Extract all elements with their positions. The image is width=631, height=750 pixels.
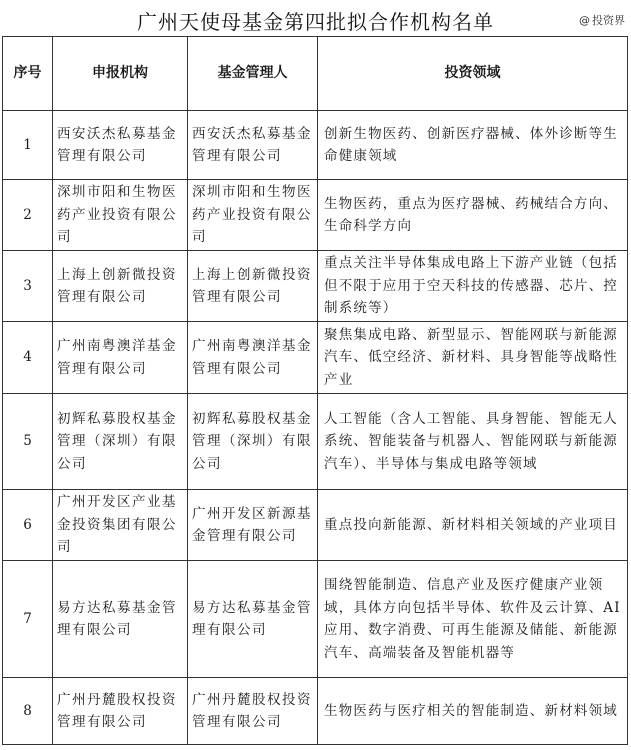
- row-applicant: 广州南粤澳洋基金管理有限公司: [53, 322, 188, 394]
- table-row: [3, 111, 628, 180]
- row-manager: 广州丹麓股权投资管理有限公司: [188, 678, 318, 745]
- row-applicant: 初辉私募股权基金管理（深圳）有限公司: [53, 394, 188, 490]
- row-index: 7: [3, 561, 53, 678]
- row-manager: 初辉私募股权基金管理（深圳）有限公司: [188, 394, 318, 490]
- table-row: [3, 678, 628, 745]
- row-field: 重点关注半导体集成电路上下游产业链（包括但不限于应用于空天科技的传感器、芯片、控制系统等）: [318, 251, 628, 322]
- watermark: [579, 12, 625, 28]
- row-manager: 易方达私募基金管理有限公司: [188, 561, 318, 678]
- row-index: 1: [3, 111, 53, 180]
- watermark-text: 投资界: [592, 14, 625, 27]
- row-manager: 西安沃杰私募基金管理有限公司: [188, 111, 318, 180]
- row-field: 重点投向新能源、新材料相关领域的产业项目: [318, 490, 628, 561]
- table-header-row: [3, 37, 628, 111]
- row-applicant: 深圳市阳和生物医药产业投资有限公司: [53, 180, 188, 251]
- header-manager: 基金管理人: [188, 37, 318, 111]
- table-row: [3, 322, 628, 394]
- table-row: [3, 394, 628, 490]
- row-index: 2: [3, 180, 53, 251]
- row-index: 3: [3, 251, 53, 322]
- row-field: 人工智能（含人工智能、具身智能、智能无人系统、智能装备与机器人、智能网联与新能源汽车）、半导体与集成电路等领域: [318, 394, 628, 490]
- header-index: 序号: [3, 37, 53, 111]
- header-field: 投资领域: [318, 37, 628, 111]
- row-index: 6: [3, 490, 53, 561]
- row-index: 8: [3, 678, 53, 745]
- row-manager: 深圳市阳和生物医药产业投资有限公司: [188, 180, 318, 251]
- row-manager: 上海上创新微投资管理有限公司: [188, 251, 318, 322]
- row-field: 生物医药，重点为医疗器械、药械结合方向、生命科学方向: [318, 180, 628, 251]
- table-row: [3, 561, 628, 678]
- row-field: 创新生物医药、创新医疗器械、体外诊断等生命健康领域: [318, 111, 628, 180]
- institution-table: [2, 36, 628, 745]
- row-applicant: 广州开发区产业基金投资集团有限公司: [53, 490, 188, 561]
- page-title: 广州天使母基金第四批拟合作机构名单: [137, 10, 494, 34]
- row-applicant: 易方达私募基金管理有限公司: [53, 561, 188, 678]
- row-field: 聚焦集成电路、新型显示、智能网联与新能源汽车、低空经济、新材料、具身智能等战略性产业: [318, 322, 628, 394]
- at-icon: @: [579, 13, 590, 27]
- row-index: 4: [3, 322, 53, 394]
- row-applicant: 广州丹麓股权投资管理有限公司: [53, 678, 188, 745]
- header-applicant: 申报机构: [53, 37, 188, 111]
- row-index: 5: [3, 394, 53, 490]
- row-field: 围绕智能制造、信息产业及医疗健康产业领域，具体方向包括半导体、软件及云计算、AI应用、数字消费、可再生能源及储能、新能源汽车、高端装备及智能机器等: [318, 561, 628, 678]
- table-row: [3, 180, 628, 251]
- row-applicant: 西安沃杰私募基金管理有限公司: [53, 111, 188, 180]
- table-row: [3, 490, 628, 561]
- table-row: [3, 251, 628, 322]
- row-manager: 广州南粤澳洋基金管理有限公司: [188, 322, 318, 394]
- row-field: 生物医药与医疗相关的智能制造、新材料领域: [318, 678, 628, 745]
- row-applicant: 上海上创新微投资管理有限公司: [53, 251, 188, 322]
- row-manager: 广州开发区新源基金管理有限公司: [188, 490, 318, 561]
